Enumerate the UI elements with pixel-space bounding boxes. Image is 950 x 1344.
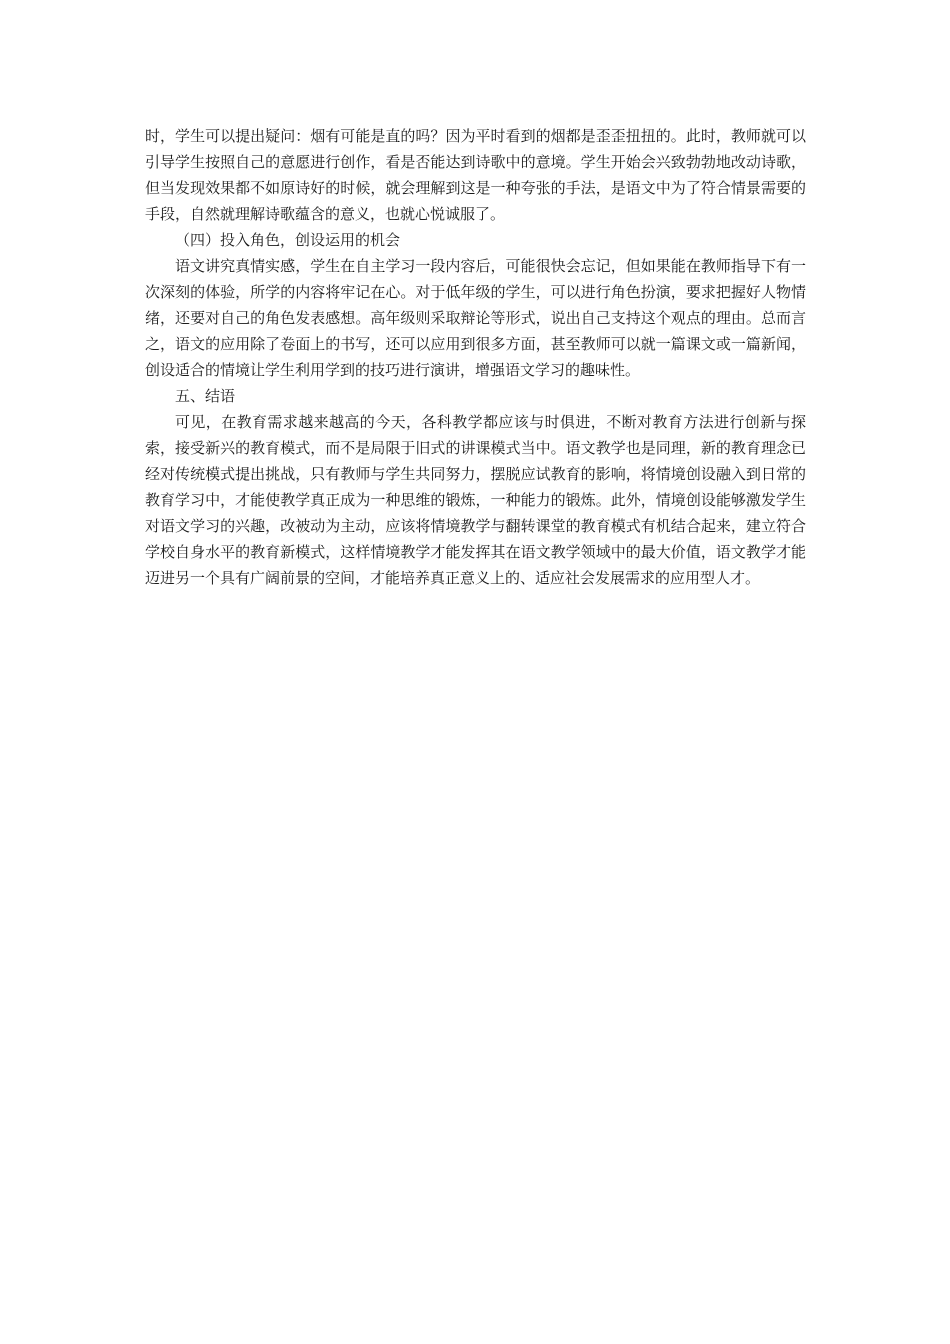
document-page bbox=[145, 123, 806, 591]
paragraph-role-play: 语文讲究真情实感，学生在自主学习一段内容后，可能很快会忘记，但如果能在教师指导下有一次深刻的体验，所学的内容将牢记在心。对于低年级的学生，可以进行角色扮演，要求把握好人物情绪，还要对自己的角色发表感想。高年级则采取辩论等形式，说出自己支持这个观点的理由。总而言之，语文的应用除了卷面上的书写，还可以应用到很多方面，甚至教师可以就一篇课文或一篇新闻，创设适合的情境让学生利用学到的技巧进行演讲，增强语文学习的趣味性。 bbox=[145, 257, 806, 379]
paragraph-conclusion: 可见，在教育需求越来越高的今天，各科教学都应该与时俱进，不断对教育方法进行创新与探索，接受新兴的教育模式，而不是局限于旧式的讲课模式当中。语文教学也是同理，新的教育理念已经对传统模式提出挑战，只有教师与学生共同努力，摆脱应试教育的影响，将情境创设融入到日常的教育学习中，才能使教学真正成为一种思维的锻炼，一种能力的锻炼。此外，情境创设能够激发学生对语文学习的兴趣，改被动为主动，应该将情境教学与翻转课堂的教育模式有机结合起来，建立符合学校自身水平的教育新模式，这样情境教学才能发挥其在语文教学领域中的最大价值，语文教学才能迈进另一个具有广阔前景的空间，才能培养真正意义上的、适应社会发展需求的应用型人才。 bbox=[145, 413, 806, 587]
paragraph-continued: 时，学生可以提出疑问：烟有可能是直的吗？因为平时看到的烟都是歪歪扭扭的。此时，教师就可以引导学生按照自己的意愿进行创作，看是否能达到诗歌中的意境。学生开始会兴致勃勃地改动诗歌，但当发现效果都不如原诗好的时候，就会理解到这是一种夸张的手法，是语文中为了符合情景需要的手段，自然就理解诗歌蕴含的意义，也就心悦诚服了。 bbox=[145, 127, 806, 223]
section-heading-role-play: （四）投入角色，创设运用的机会 bbox=[175, 231, 401, 249]
section-heading-conclusion: 五、结语 bbox=[175, 387, 236, 405]
